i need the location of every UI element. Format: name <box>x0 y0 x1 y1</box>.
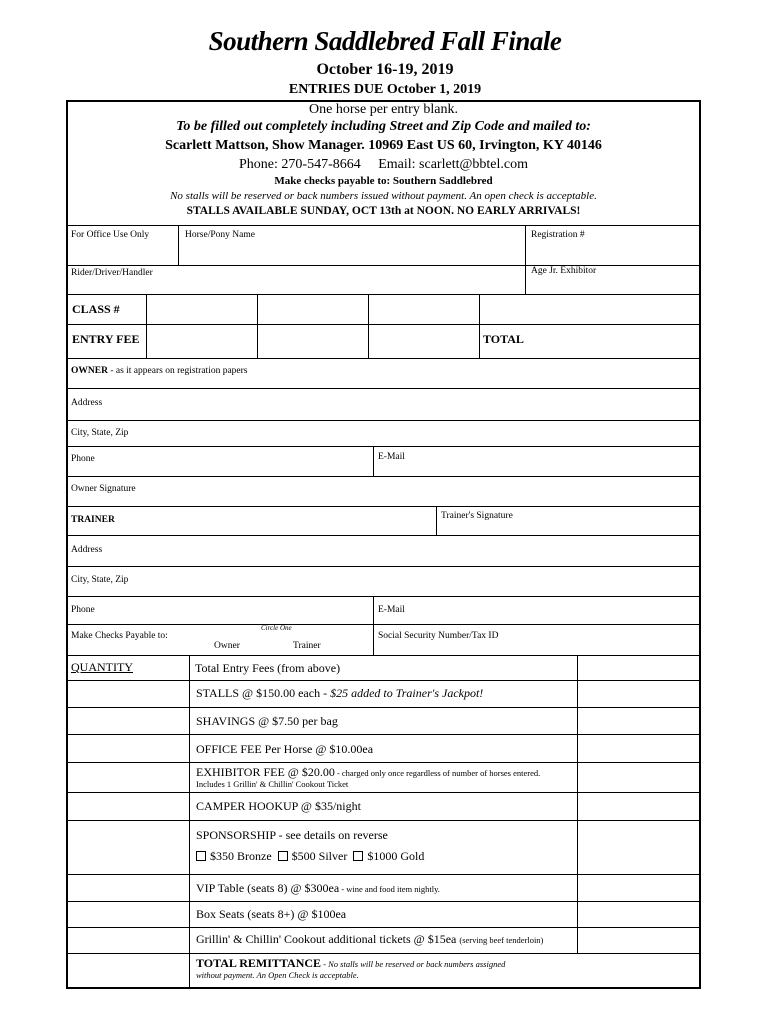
trainer-label: TRAINER <box>71 515 115 525</box>
make-checks-label: Make Checks Payable to: <box>71 631 168 641</box>
vip-table-note: - wine and food item nightly. <box>339 884 440 894</box>
rule <box>66 734 701 735</box>
rule <box>178 225 179 265</box>
payable-trainer-option[interactable]: Trainer <box>293 641 321 651</box>
event-dates: October 16-19, 2019 <box>316 61 454 78</box>
rule <box>66 566 701 567</box>
rule <box>66 294 701 295</box>
rule <box>66 324 701 325</box>
rule <box>66 265 701 266</box>
office-fee: OFFICE FEE Per Horse @ $10.00ea <box>196 742 374 756</box>
stalls-fee <box>196 686 483 701</box>
rule <box>577 655 578 953</box>
silver-label: $500 Silver <box>291 849 348 863</box>
trainer-city-label: City, State, Zip <box>71 575 129 585</box>
trainer-address-label: Address <box>71 545 103 555</box>
sponsorship-options <box>196 849 424 864</box>
exhibitor-includes-note: Includes 1 Grillin' & Chillin' Cookout Ticket <box>196 779 349 789</box>
horse-name-label: Horse/Pony Name <box>185 230 255 240</box>
rule <box>66 707 701 708</box>
stalls-fee-text: STALLS @ $150.00 each - <box>196 686 331 700</box>
rule <box>525 225 526 294</box>
entries-due: ENTRIES DUE October 1, 2019 <box>288 82 482 97</box>
trainer-signature-label: Trainer's Signature <box>441 511 513 521</box>
info-no-stalls: No stalls will be reserved or back numbers issued without payment. An open check is acceptable. <box>170 190 597 202</box>
rule <box>66 874 701 875</box>
info-one-horse: One horse per entry blank. <box>309 102 458 117</box>
rule <box>146 294 147 358</box>
rule <box>66 820 701 821</box>
rule <box>66 506 701 507</box>
circle-one-label: Circle One <box>261 624 292 632</box>
sponsorship-label: SPONSORSHIP - see details on reverse <box>196 828 388 842</box>
entry-fee-label: ENTRY FEE <box>72 332 140 346</box>
owner-city-label: City, State, Zip <box>71 428 129 438</box>
exhibitor-fee-text: EXHIBITOR FEE @ $20.00 <box>196 765 335 779</box>
rule <box>436 506 437 535</box>
shavings-fee: SHAVINGS @ $7.50 per bag <box>196 714 338 728</box>
owner-address-label: Address <box>71 398 103 408</box>
quantity-header: QUANTITY <box>71 660 133 674</box>
owner-label-note: - as it appears on registration papers <box>107 366 248 376</box>
rule <box>257 294 258 358</box>
rule <box>66 655 701 656</box>
grillin-tickets-text: Grillin' & Chillin' Cookout additional tickets @ $15ea <box>196 932 457 946</box>
total-label: TOTAL <box>483 332 524 346</box>
rule <box>66 535 701 536</box>
stalls-jackpot-note: $25 added to Trainer's Jackpot! <box>330 686 484 700</box>
info-contact: Phone: 270-547-8664 Email: scarlett@bbtel.com <box>239 157 528 172</box>
trainer-phone-label: Phone <box>71 605 95 615</box>
rule <box>189 680 577 681</box>
owner-label-bold: OWNER <box>71 366 108 376</box>
owner-label <box>71 366 248 376</box>
vip-table-fee <box>196 881 440 896</box>
rule <box>66 446 701 447</box>
exhibitor-fee-note: - charged only once regardless of number of horses entered. <box>334 768 541 778</box>
info-stalls-available: STALLS AVAILABLE SUNDAY, OCT 13th at NOON. NO EARLY ARRIVALS! <box>186 205 581 217</box>
office-use-label: For Office Use Only <box>71 230 150 240</box>
vip-table-text: VIP Table (seats 8) @ $300ea <box>196 881 340 895</box>
payable-owner-option[interactable]: Owner <box>214 641 240 651</box>
info-mail-instructions: To be filled out completely including Street and Zip Code and mailed to: <box>176 119 591 134</box>
rule <box>66 901 701 902</box>
rider-label: Rider/Driver/Handler <box>71 268 153 278</box>
camper-hookup-fee: CAMPER HOOKUP @ $35/night <box>196 799 361 813</box>
owner-signature-label: Owner Signature <box>71 484 136 494</box>
total-remittance-note-2: without payment. An Open Check is acceptable. <box>196 970 359 980</box>
rule <box>66 225 701 226</box>
box-seats-fee: Box Seats (seats 8+) @ $100ea <box>196 907 347 921</box>
bronze-label: $350 Bronze <box>210 849 272 863</box>
ssn-label: Social Security Number/Tax ID <box>378 631 499 641</box>
rule <box>373 596 374 655</box>
total-entry-fees: Total Entry Fees (from above) <box>195 661 341 675</box>
trainer-email-label: E-Mail <box>378 605 405 615</box>
rule <box>66 927 701 928</box>
rule <box>368 294 369 358</box>
total-remittance <box>196 956 505 971</box>
info-payable: Make checks payable to: Southern Saddlebred <box>274 175 493 187</box>
rule <box>66 953 701 954</box>
silver-checkbox[interactable] <box>278 851 288 861</box>
rule <box>189 655 190 989</box>
age-jr-label: Age Jr. Exhibitor <box>531 266 597 276</box>
gold-label: $1000 Gold <box>367 849 425 863</box>
rule <box>66 476 701 477</box>
grillin-tickets-note: (serving beef tenderloin) <box>459 935 544 945</box>
exhibitor-fee <box>196 765 540 780</box>
registration-label: Registration # <box>531 230 585 240</box>
rule <box>66 680 189 681</box>
gold-checkbox[interactable] <box>353 851 363 861</box>
bronze-checkbox[interactable] <box>196 851 206 861</box>
rule <box>66 420 701 421</box>
rule <box>577 680 701 681</box>
info-manager-address: Scarlett Mattson, Show Manager. 10969 East US 60, Irvington, KY 40146 <box>165 138 602 153</box>
rule <box>66 762 701 763</box>
class-number-label: CLASS # <box>72 302 120 316</box>
form-title: Southern Saddlebred Fall Finale <box>208 26 562 56</box>
total-remittance-note: - No stalls will be reserved or back numbers assigned <box>321 959 506 969</box>
rule <box>66 358 701 359</box>
rule <box>373 446 374 476</box>
rule <box>66 792 701 793</box>
total-remittance-label: TOTAL REMITTANCE <box>196 956 322 970</box>
owner-phone-label: Phone <box>71 454 95 464</box>
owner-email-label: E-Mail <box>378 452 405 462</box>
rule <box>66 388 701 389</box>
rule <box>479 294 480 358</box>
grillin-tickets-fee <box>196 932 543 947</box>
rule <box>66 596 701 597</box>
rule <box>66 624 701 625</box>
